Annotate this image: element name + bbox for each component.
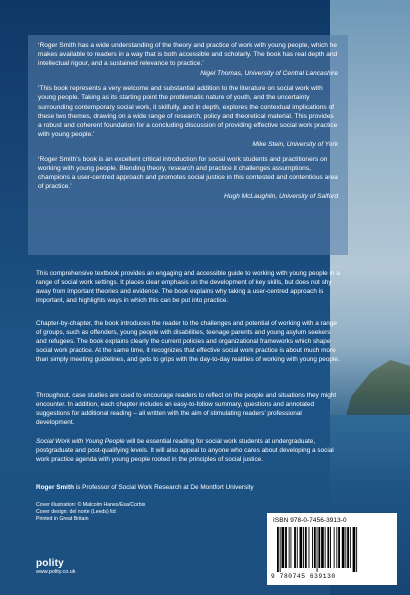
endorsement-attribution: Hugh McLaughlin, University of Salford [224,193,338,201]
barcode-bar [347,527,349,568]
barcode-bar [356,527,357,572]
endorsement-text: ‘This book represents a very welcome and substantial addition to the literature on social work with young people. Taking as its starting point the problematic nature of youth, and the uncertainty surrounding contemporary social work, it skilfully, and in depth, explores the contextual implications of these two themes, drawing on a wide range of research, policy and theoretical material. This provides a robust and coherent foundation for a concluding discussion of providing effective social work practice with young people.’ [38,85,338,138]
barcode-bar [309,527,310,568]
barcode-bar [297,527,298,568]
isbn-label: ISBN 978-0-7456-3913-0 [273,517,347,524]
barcode-box [267,513,397,585]
credit-illustration: Cover illustration: © Malcolm Hanes/Esa/Corbis [36,502,146,508]
barcode-bar [345,527,346,568]
barcode-bar [338,527,340,568]
barcode-bar [280,527,281,572]
barcode-bar [336,527,337,568]
barcode-bar [305,527,307,568]
barcode-digits: 9 780745 639130 [271,573,336,580]
barcode-bar [321,527,324,568]
publisher-block [36,558,75,576]
barcode-bar [294,527,296,568]
barcode-bar [291,527,292,568]
barcode-bar [353,527,356,572]
author-name: Roger Smith [36,484,74,491]
description-paragraph-2: Chapter-by-chapter, the book introduces the reader to the challenges and potential of working with a range of groups, such as offenders, young people with disabilities, teenage parents and young asylum seekers and refugees. The book explains clearly the current policies and organizational frameworks which shape social work practice. At the same time, it recognizes that effective social work practice is about much more than simply meeting guidelines, and gets to grips with the day-to-day realities of working with young people. [36,320,340,363]
barcode-bar [317,527,318,572]
cover-credits [36,502,196,523]
barcode-bar [318,527,320,568]
endorsement-text: ‘Roger Smith has a wide understanding of the theory and practice of work with young people, which he makes available to readers in a way that is both accessible and scholarly. The book has real depth and intellectual rigour, and a sustained relevance to practice.’ [38,42,338,68]
barcode-bar [277,527,279,572]
barcode-bars [277,527,387,572]
barcode-bar [289,527,290,568]
book-title: Social Work with Young People [36,438,125,445]
barcode-bar [350,527,351,568]
description-paragraph-4-text: will be essential reading for social work students at undergraduate, postgraduate and post-qualifying levels. It will also appeal to anyone who cares about developing a social work practice agenda with young people rooted in the principles of social justice. [36,438,334,463]
endorsement-1 [38,41,338,78]
credit-design: Cover design: del norte (Leeds) ltd [36,509,116,515]
barcode-bar [300,527,303,568]
endorsement-attribution: Mike Stein, University of York [252,140,338,148]
barcode-bar [282,527,285,568]
publisher-logo: polity [36,558,64,569]
description-paragraph-1: This comprehensive textbook provides an engaging and accessible guide to working with young people in a range of social work settings. It places clear emphasis on the development of key skills, but does not shy away from important theories and evidence. The book explains why taking a user-centred approach is important, and highlights ways in which this can be put into practice. [36,270,340,304]
endorsements-panel [28,35,348,255]
barcode-bar [327,527,329,568]
publisher-url: www.polity.co.uk [36,569,76,575]
barcode-bar [334,527,335,568]
credit-printed: Printed in Great Britain [36,516,89,522]
description-paragraph-4 [36,438,340,465]
barcode-bar [314,527,316,568]
barcode-bar [303,527,304,568]
barcode-bar [325,527,326,568]
barcode-bar [285,527,287,568]
endorsement-attribution: Nigel Thomas, University of Central Lancashire [200,70,338,78]
barcode-bar [330,527,331,568]
author-bio-text: is Professor of Social Work Research at De Montfort University [74,484,254,491]
endorsement-text: ‘Roger Smith’s book is an excellent critical introduction for social work students and practitioners on working with young people. Blending theory, research and practice it challenges assumptions, champions a user-centred approach and promotes social justice in this contested and contentious area of practice.’ [38,156,338,191]
endorsement-2 [38,84,338,149]
description-paragraph-3: Throughout, case studies are used to encourage readers to reflect on the people and situations they might encounter. In addition, each chapter includes an easy-to-follow summary, questions and annotated suggestions for additional reading – all written with the aim of stimulating readers’ professional development. [36,392,337,426]
endorsement-3 [38,155,338,201]
barcode-bar [342,527,345,568]
author-bio [36,484,340,493]
barcode-bar [312,527,313,568]
